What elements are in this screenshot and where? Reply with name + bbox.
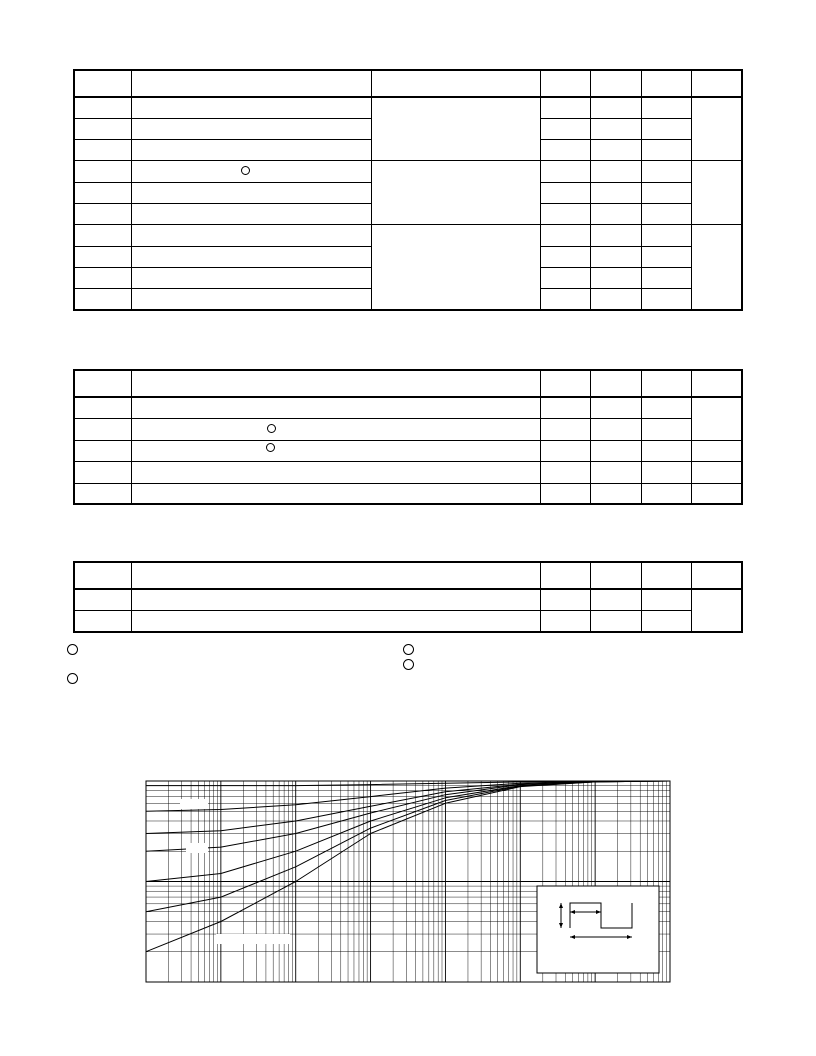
table-cell [590, 160, 641, 182]
table-cell [131, 203, 371, 224]
table-cell [74, 610, 131, 632]
header-cell-max [641, 370, 691, 397]
table-cell [641, 267, 691, 288]
table-cell [641, 418, 691, 440]
header-cell-parameter [131, 370, 540, 397]
table-cell [74, 267, 131, 288]
table-cell [641, 589, 691, 610]
table-cell [74, 118, 131, 139]
series-line-5 [146, 781, 670, 882]
table-cell [691, 461, 742, 483]
table-row [74, 160, 742, 182]
header-cell-typ [590, 70, 641, 97]
header-cell-typ [590, 370, 641, 397]
table-cell [131, 97, 371, 118]
header-cell-min [540, 70, 590, 97]
table-header-row [74, 370, 742, 397]
table-cell [691, 483, 742, 504]
table-cell [590, 118, 641, 139]
table-cell [590, 224, 641, 246]
table-row [74, 418, 742, 440]
header-cell-unit [691, 562, 742, 589]
header-cell-unit [691, 370, 742, 397]
arrow-head [570, 910, 575, 914]
header-cell-symbol [74, 562, 131, 589]
table-cell [131, 160, 371, 182]
table-cell [590, 267, 641, 288]
table-cell [74, 160, 131, 182]
note-reference-circle [241, 166, 250, 175]
chart-border [146, 781, 670, 982]
table-cell [131, 182, 371, 203]
table-row [74, 440, 742, 461]
table-cell [131, 418, 540, 440]
table-cell [641, 118, 691, 139]
table-cell [74, 97, 131, 118]
table-cell [641, 610, 691, 632]
table-row [74, 461, 742, 483]
table-cell [691, 440, 742, 461]
chart-curves [146, 781, 670, 952]
table-cell [131, 461, 540, 483]
table-cell [641, 203, 691, 224]
table-cell [641, 139, 691, 160]
table-cell-conditions [371, 224, 540, 310]
table-cell [74, 288, 131, 310]
table-header-row [74, 70, 742, 97]
table-cell [74, 224, 131, 246]
table-cell [131, 589, 540, 610]
series-line-3 [146, 781, 670, 834]
header-cell-symbol [74, 70, 131, 97]
table-cell [540, 418, 590, 440]
series-line-2 [146, 781, 670, 811]
table-cell [74, 483, 131, 504]
header-cell-symbol [74, 370, 131, 397]
table-cell [641, 440, 691, 461]
table-cell [540, 203, 590, 224]
header-cell-min [540, 370, 590, 397]
table-cell [641, 224, 691, 246]
curve-label-box [186, 843, 208, 853]
table-cell [641, 461, 691, 483]
table-cell [74, 589, 131, 610]
header-cell-conditions [371, 70, 540, 97]
header-cell-max [641, 562, 691, 589]
table-cell [74, 246, 131, 267]
table-row [74, 589, 742, 610]
table-cell [540, 440, 590, 461]
series-line-4 [146, 781, 670, 851]
electrical-characteristics-table-2 [73, 369, 743, 505]
header-cell-parameter [131, 70, 371, 97]
series-line-6 [146, 781, 670, 912]
table-cell [590, 461, 641, 483]
table-cell [590, 418, 641, 440]
table-cell [590, 139, 641, 160]
table-cell-unit [691, 224, 742, 310]
table-row [74, 97, 742, 118]
table-cell [540, 483, 590, 504]
table-cell [131, 397, 540, 418]
table-cell [540, 118, 590, 139]
table-row [74, 610, 742, 632]
table-cell [540, 288, 590, 310]
table-cell [540, 267, 590, 288]
header-cell-unit [691, 70, 742, 97]
pulse-waveform-inset [537, 886, 659, 973]
table-cell-unit [691, 97, 742, 160]
table-row [74, 397, 742, 418]
table-cell [590, 203, 641, 224]
table-cell [74, 440, 131, 461]
table-cell [540, 182, 590, 203]
table-cell [641, 182, 691, 203]
table-cell [540, 139, 590, 160]
table-cell [590, 288, 641, 310]
electrical-characteristics-table-1 [73, 69, 743, 311]
table-cell [74, 418, 131, 440]
series-line-1 [146, 781, 670, 786]
arrow-head [570, 935, 575, 939]
table-cell [641, 246, 691, 267]
table-cell [131, 440, 540, 461]
table-cell [590, 610, 641, 632]
table-cell [74, 203, 131, 224]
header-cell-parameter [131, 562, 540, 589]
table-cell [540, 246, 590, 267]
table-cell [74, 139, 131, 160]
electrical-characteristics-table-3 [73, 561, 743, 633]
table-cell [641, 97, 691, 118]
table-cell [540, 224, 590, 246]
table-cell [641, 483, 691, 504]
table-cell [74, 397, 131, 418]
table-cell [590, 182, 641, 203]
table-cell [131, 139, 371, 160]
note-marker-2 [67, 673, 78, 684]
table-row [74, 224, 742, 246]
curve-label-box [216, 934, 290, 944]
curve-label-box [180, 799, 208, 809]
table-cell [540, 610, 590, 632]
table-cell-unit [691, 397, 742, 440]
table-cell [540, 160, 590, 182]
header-cell-max [641, 70, 691, 97]
table-cell [131, 118, 371, 139]
header-cell-typ [590, 562, 641, 589]
table-cell [131, 224, 371, 246]
table-cell [641, 288, 691, 310]
table-cell [131, 267, 371, 288]
note-reference-circle [267, 424, 276, 433]
table-row [74, 483, 742, 504]
table-cell-unit [691, 589, 742, 632]
table-cell [131, 246, 371, 267]
series-line-7 [146, 781, 670, 952]
table-cell [131, 288, 371, 310]
note-marker-1 [67, 644, 78, 655]
inset-frame [537, 886, 659, 973]
table-cell [74, 182, 131, 203]
table-cell [590, 397, 641, 418]
table-cell [131, 483, 540, 504]
table-cell [540, 97, 590, 118]
note-reference-circle [266, 443, 275, 452]
table-cell-conditions [371, 160, 540, 224]
arrow-head [559, 903, 563, 908]
arrow-head [627, 935, 632, 939]
table-cell [540, 461, 590, 483]
table-cell [540, 397, 590, 418]
chart-grid [146, 781, 670, 982]
table-cell [131, 610, 540, 632]
pulse-waveform [570, 903, 632, 928]
table-cell [590, 246, 641, 267]
table-cell [590, 440, 641, 461]
table-cell-unit [691, 160, 742, 224]
arrow-head [559, 923, 563, 928]
table-cell [540, 589, 590, 610]
table-cell [641, 397, 691, 418]
table-header-row [74, 562, 742, 589]
note-marker-3 [403, 644, 414, 655]
table-cell [590, 97, 641, 118]
table-cell [74, 461, 131, 483]
header-cell-min [540, 562, 590, 589]
note-marker-4 [403, 659, 414, 670]
table-cell [590, 589, 641, 610]
table-cell [590, 483, 641, 504]
table-cell [641, 160, 691, 182]
table-cell-conditions [371, 97, 540, 160]
arrow-head [596, 910, 601, 914]
